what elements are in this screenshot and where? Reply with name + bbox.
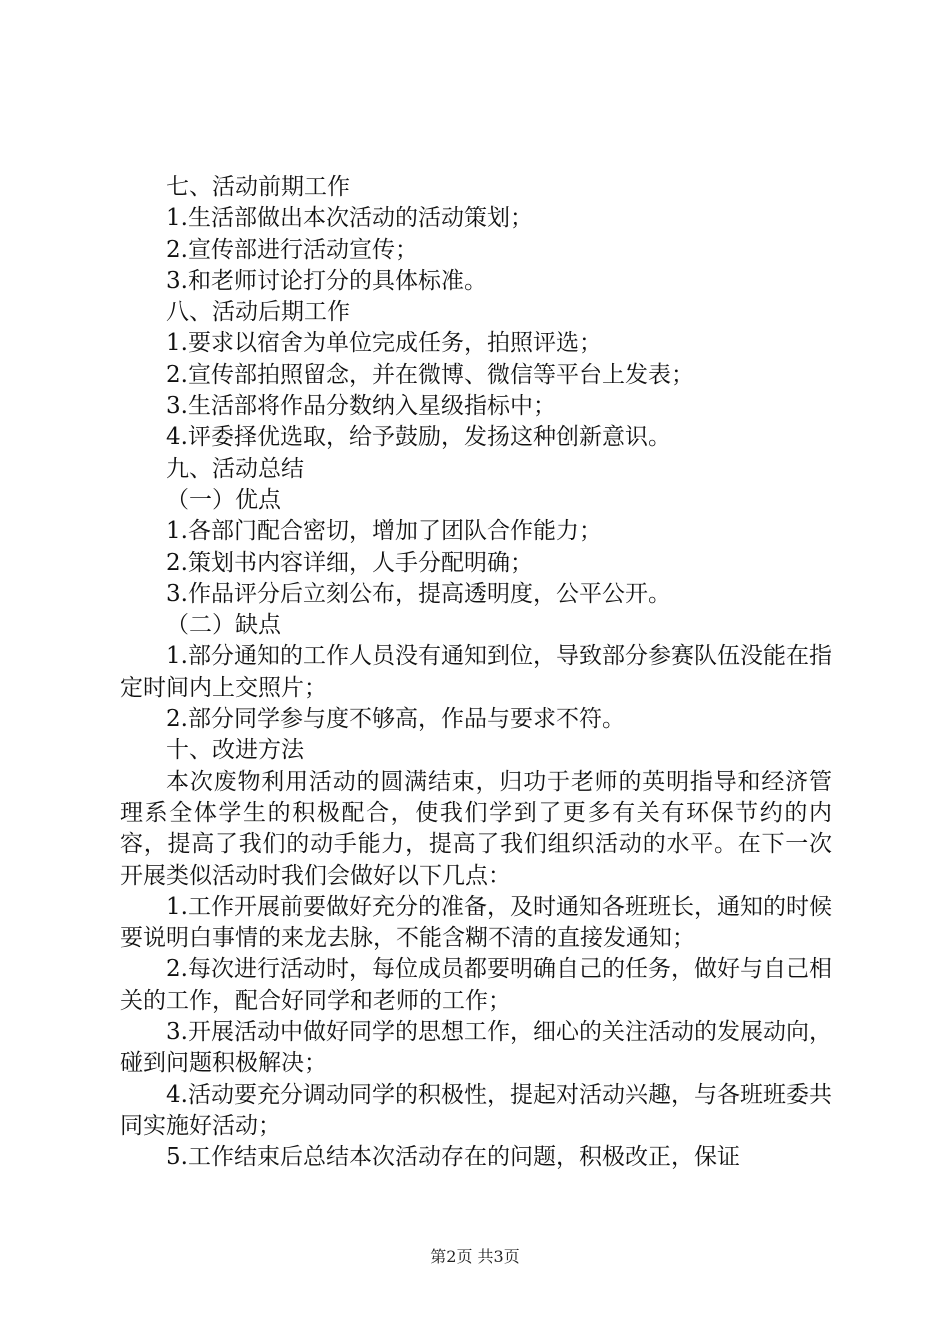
paragraph: 1.部分通知的工作人员没有通知到位，导致部分参赛队伍没能在指定时间内上交照片； xyxy=(120,643,832,701)
paragraph: 1.生活部做出本次活动的活动策划； xyxy=(166,205,533,232)
paragraph: 1.各部门配合密切，增加了团队合作能力； xyxy=(166,518,602,545)
section-heading-post-work: 八、活动后期工作 xyxy=(166,299,350,326)
paragraph: 2.宣传部进行活动宣传； xyxy=(166,236,418,263)
paragraph: 2.每次进行活动时，每位成员都要明确自己的任务，做好与自己相关的工作，配合好同学和老师的工作； xyxy=(120,956,832,1014)
paragraph: 3.生活部将作品分数纳入星级指标中； xyxy=(166,393,556,420)
page-number-footer: 第2页 共3页 xyxy=(430,1247,520,1266)
paragraph: 2.宣传部拍照留念，并在微博、微信等平台上发表； xyxy=(166,361,694,388)
paragraph: 1.工作开展前要做好充分的准备，及时通知各班班长，通知的时候要说明白事情的来龙去脉，不能含糊不清的直接发通知； xyxy=(120,893,832,952)
section-heading-improvements: 十、改进方法 xyxy=(166,737,304,764)
subsection-heading-strengths: （一）优点 xyxy=(166,486,281,513)
paragraph: 3.作品评分后立刻公布，提高透明度，公平公开。 xyxy=(166,580,671,607)
document-body xyxy=(120,172,832,1174)
paragraph: 4.评委择优选取，给予鼓励，发扬这种创新意识。 xyxy=(166,424,671,451)
paragraph: 3.和老师讨论打分的具体标准。 xyxy=(166,267,487,294)
paragraph: 5.工作结束后总结本次活动存在的问题，积极改正，保证 xyxy=(166,1144,740,1171)
paragraph: 1.要求以宿舍为单位完成任务，拍照评选； xyxy=(166,330,602,357)
paragraph: 4.活动要充分调动同学的积极性，提起对活动兴趣，与各班班委共同实施好活动； xyxy=(120,1081,832,1139)
section-heading-summary: 九、活动总结 xyxy=(166,455,304,482)
paragraph: 3.开展活动中做好同学的思想工作，细心的关注活动的发展动向，碰到问题积极解决； xyxy=(120,1019,832,1077)
section-heading-pre-work: 七、活动前期工作 xyxy=(166,174,350,200)
subsection-heading-weaknesses: （二）缺点 xyxy=(166,612,281,639)
paragraph: 2.部分同学参与度不够高，作品与要求不符。 xyxy=(166,706,625,733)
paragraph: 2.策划书内容详细，人手分配明确； xyxy=(166,549,533,576)
paragraph: 本次废物利用活动的圆满结束，归功于老师的英明指导和经济管理系全体学生的积极配合，使我们学到了更多有关有环保节约的内容，提高了我们的动手能力，提高了我们组织活动的水平。在下一次开展类似活动时我们会做好以下几点： xyxy=(120,768,832,889)
